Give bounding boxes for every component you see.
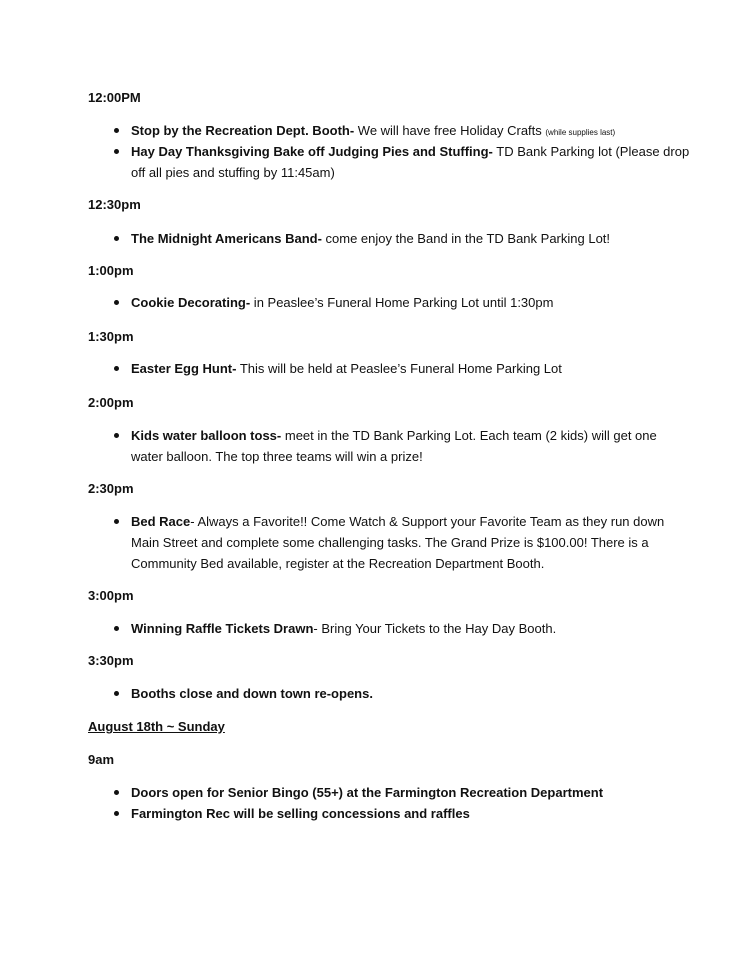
list-item xyxy=(131,292,691,313)
time-heading: 1:30pm xyxy=(88,329,134,344)
list-item xyxy=(131,141,691,183)
item-title: Stop by the Recreation Dept. Booth- xyxy=(131,123,355,138)
list-item xyxy=(131,511,691,574)
bullet-icon xyxy=(112,782,120,803)
time-heading: 12:00PM xyxy=(88,90,141,105)
bullet-icon xyxy=(112,120,120,141)
item-title: Booths close and down town re-opens. xyxy=(131,686,373,701)
item-text: in Peaslee’s Funeral Home Parking Lot until 1:30pm xyxy=(250,295,554,310)
item-text: meet in the TD Bank Parking Lot. Each team (2 kids) will get one water balloon. The top three teams will win a prize! xyxy=(131,428,657,464)
list-item xyxy=(131,228,691,249)
item-title: Winning Raffle Tickets Drawn xyxy=(131,621,314,636)
time-heading: 12:30pm xyxy=(88,197,141,212)
bullet-icon xyxy=(112,683,120,704)
list-item xyxy=(131,683,691,704)
list-item xyxy=(131,425,691,467)
time-heading: 2:00pm xyxy=(88,395,134,410)
list-item xyxy=(131,782,691,803)
item-title: Kids water balloon toss- xyxy=(131,428,282,443)
list-item xyxy=(131,120,691,143)
bullet-icon xyxy=(112,425,120,446)
date-heading: August 18th ~ Sunday xyxy=(88,719,225,734)
item-title: Easter Egg Hunt- xyxy=(131,361,237,376)
item-text: come enjoy the Band in the TD Bank Parking Lot! xyxy=(321,231,611,246)
time-heading: 9am xyxy=(88,752,115,767)
item-title: Farmington Rec will be selling concessions and raffles xyxy=(131,806,470,821)
item-text: This will be held at Peaslee’s Funeral Home Parking Lot xyxy=(236,361,562,376)
bullet-icon xyxy=(112,618,120,639)
item-title: Doors open for Senior Bingo (55+) at the Farmington Recreation Department xyxy=(131,785,604,800)
list-item xyxy=(131,358,691,379)
item-title: Cookie Decorating- xyxy=(131,295,251,310)
time-heading: 3:00pm xyxy=(88,588,134,603)
bullet-icon xyxy=(112,358,120,379)
item-text: - Bring Your Tickets to the Hay Day Booth. xyxy=(313,621,557,636)
item-note: (while supplies last) xyxy=(545,128,616,137)
bullet-icon xyxy=(112,141,120,162)
bullet-icon xyxy=(112,511,120,532)
item-text: We will have free Holiday Crafts xyxy=(354,123,546,138)
list-item xyxy=(131,618,691,639)
item-title: The Midnight Americans Band- xyxy=(131,231,322,246)
time-heading: 2:30pm xyxy=(88,481,134,496)
item-title: Hay Day Thanksgiving Bake off Judging Pies and Stuffing- xyxy=(131,144,493,159)
time-heading: 3:30pm xyxy=(88,653,134,668)
bullet-icon xyxy=(112,228,120,249)
list-item xyxy=(131,803,691,824)
item-text: TD Bank Parking lot (Please drop off all pies and stuffing by 11:45am) xyxy=(131,144,690,180)
time-heading: 1:00pm xyxy=(88,263,134,278)
bullet-icon xyxy=(112,803,120,824)
bullet-icon xyxy=(112,292,120,313)
item-text: - Always a Favorite!! Come Watch & Support your Favorite Team as they run down Main Street and complete some challenging tasks. The Grand Prize is $100.00! There is a Community Bed available, register at the Recreation Department Booth. xyxy=(131,514,665,571)
item-title: Bed Race xyxy=(131,514,191,529)
